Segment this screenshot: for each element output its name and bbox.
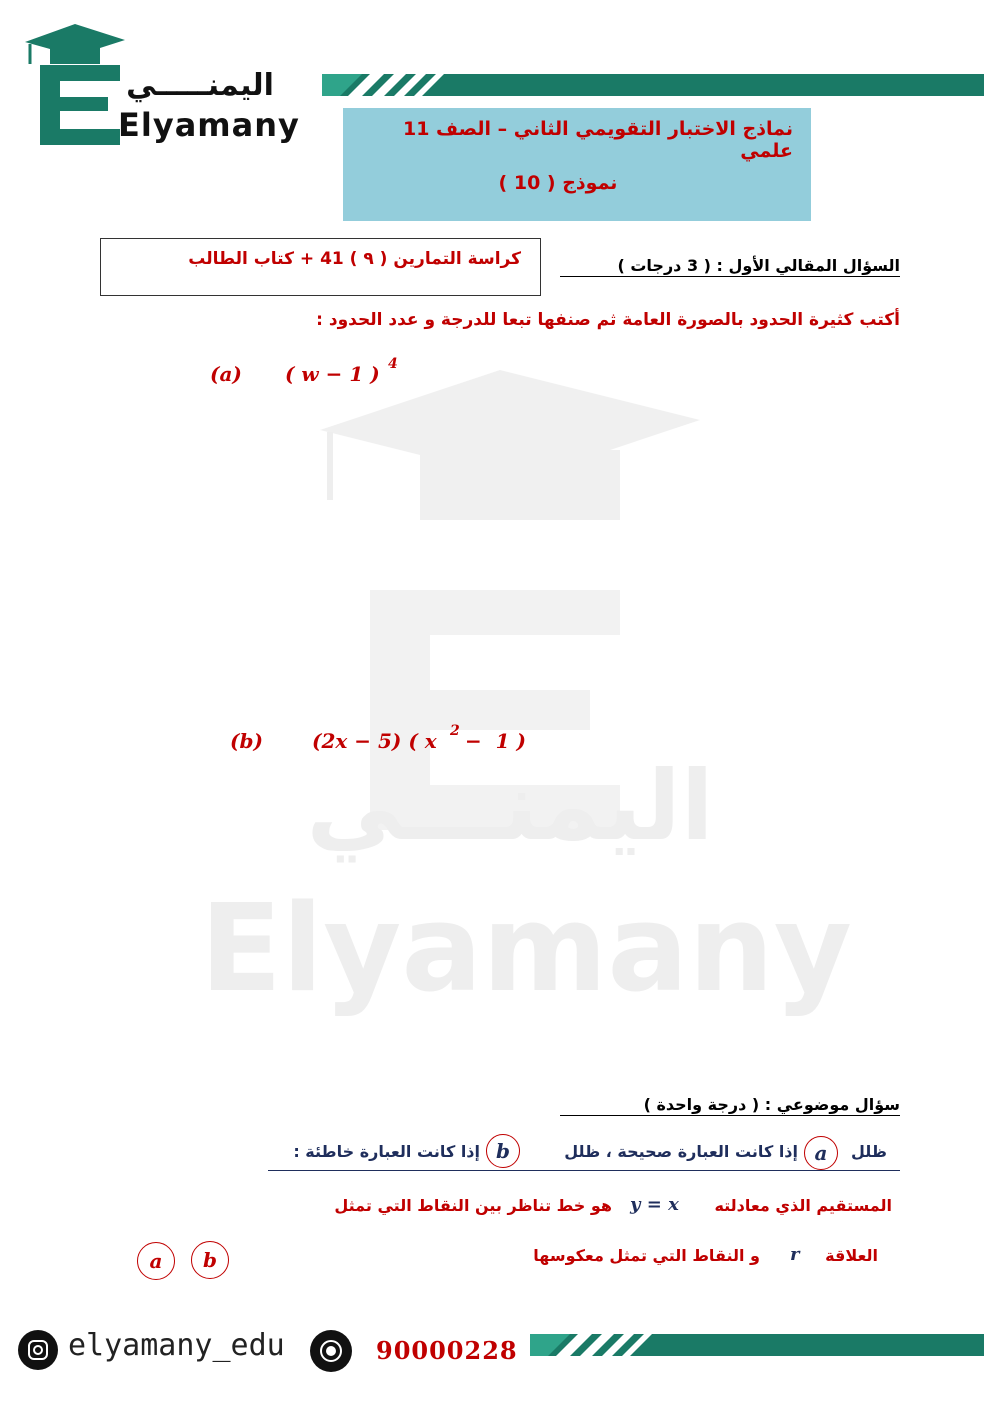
part-b-label: (b) bbox=[230, 729, 263, 753]
essay-heading: السؤال المقالي الأول : ( 3 درجات ) bbox=[560, 256, 900, 277]
statement-1-part2: هو خط تناظر بين النقاط التي تمثل bbox=[334, 1196, 612, 1215]
top-stripe bbox=[322, 74, 984, 96]
header-box bbox=[343, 108, 811, 221]
statement-line-1 bbox=[300, 1192, 892, 1222]
logo-cap-icon bbox=[20, 20, 130, 70]
watermark-latin: Elyamany bbox=[200, 880, 852, 1019]
watermark-arabic: اليمنـــي bbox=[306, 750, 714, 862]
part-b-expression-2: − 1 ) bbox=[458, 729, 526, 753]
objective-heading: سؤال موضوعي : ( درجة واحدة ) bbox=[560, 1095, 900, 1116]
bottom-stripe bbox=[530, 1334, 984, 1356]
statement-2-part1: العلاقة bbox=[825, 1246, 878, 1265]
statement-2-math: r bbox=[790, 1244, 800, 1265]
part-a bbox=[210, 356, 510, 396]
whatsapp-icon bbox=[310, 1330, 352, 1372]
phone-number: 90000228 bbox=[376, 1336, 518, 1365]
reference-text: كراسة التمارين ( ٩ ) 41 + كتاب الطالب bbox=[188, 249, 521, 269]
part-b-exponent: 2 bbox=[450, 723, 460, 739]
logo-e-shape bbox=[40, 65, 120, 145]
statement-1-part1: المستقيم الذي معادلته bbox=[714, 1196, 892, 1215]
watermark bbox=[200, 360, 852, 1060]
reference-box bbox=[100, 238, 541, 296]
statement-2-part2: و النقاط التي تمثل معكوسها bbox=[533, 1246, 760, 1265]
part-a-label: (a) bbox=[210, 362, 242, 386]
answer-choice-b[interactable]: b bbox=[191, 1241, 229, 1279]
footer bbox=[0, 1320, 992, 1380]
part-b-expression-1: (2x − 5) ( x bbox=[312, 729, 437, 753]
part-a-exponent: 4 bbox=[388, 356, 398, 372]
instr-shade-1: ظلل bbox=[851, 1142, 887, 1161]
objective-instructions bbox=[268, 1130, 900, 1171]
instagram-icon bbox=[18, 1330, 58, 1370]
part-b bbox=[230, 723, 570, 763]
statement-1-math: y = x bbox=[630, 1194, 679, 1215]
logo-arabic: اليمنـــــي bbox=[126, 68, 274, 103]
statement-line-2 bbox=[520, 1240, 880, 1270]
logo-latin: Elyamany bbox=[118, 106, 300, 144]
instr-circle-a: a bbox=[804, 1136, 838, 1170]
header-title: نماذج الاختبار التقويمي الثاني – الصف 11 علمي bbox=[402, 118, 793, 162]
instr-circle-b: b bbox=[486, 1134, 520, 1168]
instr-text-3: إذا كانت العبارة خاطئة : bbox=[293, 1142, 480, 1161]
part-a-expression: ( w − 1 ) bbox=[285, 362, 380, 386]
instr-text-2: إذا كانت العبارة صحيحة ، ظلل bbox=[564, 1142, 798, 1161]
logo bbox=[20, 20, 300, 150]
answer-choice-a[interactable]: a bbox=[137, 1242, 175, 1280]
instagram-handle: elyamany_edu bbox=[68, 1328, 285, 1363]
essay-instruction: أكتب كثيرة الحدود بالصورة العامة ثم صنفها تبعا للدرجة و عدد الحدود : bbox=[316, 310, 900, 330]
model-number: نموذج ( 10 ) bbox=[498, 172, 618, 194]
